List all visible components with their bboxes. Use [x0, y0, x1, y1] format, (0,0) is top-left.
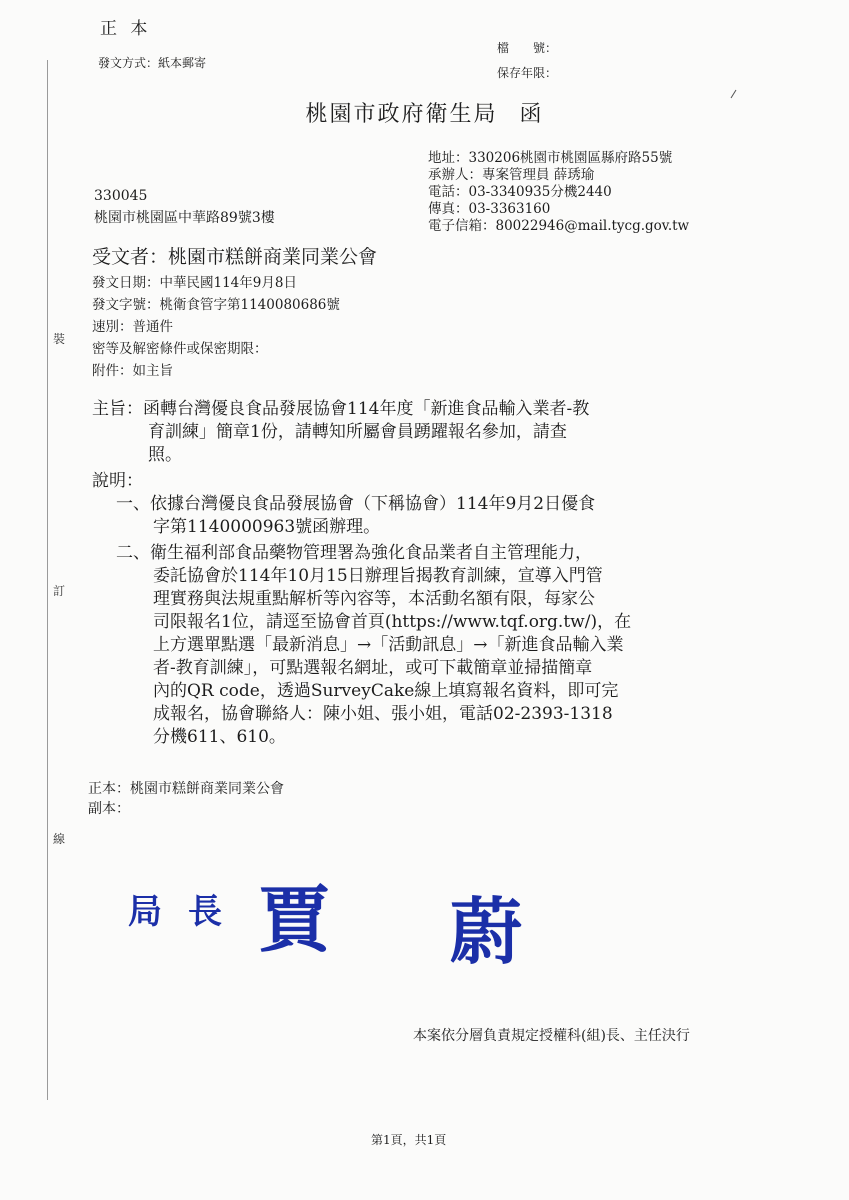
binding-line: [47, 60, 48, 1100]
sender-contact: 承辦人：專案管理員 薛琇瑜: [428, 167, 595, 183]
item-line: 分機611、610。: [153, 727, 286, 747]
file-number-label: 檔 號：: [497, 41, 558, 55]
item-line: 內的QR code，透過SurveyCake線上填寫報名資料，即可完: [153, 681, 619, 701]
secrecy-level: 密等及解密條件或保密期限：: [92, 341, 268, 357]
item-line: 上方選單點選「最新消息」→「活動訊息」→「新進食品輸入業: [153, 635, 624, 655]
item-line: 字第1140000963號函辦理。: [153, 517, 381, 537]
subject: [92, 398, 589, 467]
binding-mark: 裝: [53, 332, 66, 346]
delegation-note: 本案依分層負責規定授權科(組)長、主任決行: [413, 1028, 690, 1044]
binding-mark: 訂: [53, 584, 66, 598]
document-type: 函: [519, 102, 544, 127]
item-line: 者-教育訓練」，可點選報名網址，或可下載簡章並掃描簡章: [153, 658, 593, 678]
item-line: 二、衛生福利部食品藥物管理署為強化食品業者自主管理能力，: [116, 543, 592, 563]
recipient-address: 桃園市桃園區中華路89號3樓: [94, 210, 275, 226]
sender-address: 地址：330206桃園市桃園區縣府路55號: [428, 150, 673, 166]
subject-line: 主旨：函轉台灣優良食品發展協會114年度「新進食品輸入業者-教: [92, 399, 590, 419]
document-meta: [92, 272, 340, 382]
subject-line: 照。: [148, 445, 182, 465]
copy-type-label: 正 本: [100, 19, 152, 39]
document-title: [0, 97, 849, 128]
item-line: 成報名，協會聯絡人：陳小姐、張小姐，電話02-2393-1318: [153, 704, 613, 724]
item-line: 理實務與法規重點解析等內容等，本活動名額有限，每家公: [153, 589, 595, 609]
issue-date: 發文日期：中華民國114年9月8日: [92, 275, 297, 291]
signature-title: 長: [188, 892, 222, 932]
sender-fax: 傳真：03-3363160: [428, 201, 551, 217]
signature-name: 賈: [258, 877, 331, 962]
subject-line: 育訓練」簡章1份，請轉知所屬會員踴躍報名參加，請查: [148, 422, 567, 442]
retention-period-label: 保存年限：: [497, 66, 558, 80]
attachment: 附件：如主旨: [92, 363, 173, 379]
original-recipient: 正本：桃園市糕餅商業同業公會: [88, 781, 284, 797]
explanation-item-2: [116, 542, 631, 749]
document-number: 發文字號：桃衛食管字第1140080686號: [92, 297, 340, 313]
copy-recipient: 副本：: [88, 801, 130, 817]
recipient-postal-code: 330045: [94, 188, 148, 204]
item-line: 一、依據台灣優良食品發展協會（下稱協會）114年9月2日優食: [116, 494, 596, 514]
sender-info: [428, 150, 689, 235]
item-line: 委託協會於114年10月15日辦理旨揭教育訓練，宣導入門管: [153, 566, 603, 586]
dispatch-method: 發文方式：紙本郵寄: [98, 56, 207, 70]
delivery-speed: 速別：普通件: [92, 319, 173, 335]
sender-phone: 電話：03-3340935分機2440: [428, 184, 612, 200]
recipient: 受文者：桃園市糕餅商業同業公會: [92, 246, 378, 268]
signature-title: 局: [128, 892, 162, 932]
signature-name: 蔚: [450, 889, 523, 974]
explanation-label: 說明：: [92, 471, 143, 491]
binding-mark: 線: [53, 832, 66, 846]
sender-email: 電子信箱：80022946@mail.tycg.gov.tw: [428, 218, 690, 234]
explanation-item-1: [116, 493, 595, 539]
page-number: 第1頁，共1頁: [371, 1133, 447, 1147]
item-line: 司限報名1位，請逕至協會首頁(https://www.tqf.org.tw/)，在: [153, 612, 632, 632]
issuing-agency: 桃園市政府衛生局: [305, 102, 498, 127]
pen-mark-icon: [728, 88, 740, 100]
